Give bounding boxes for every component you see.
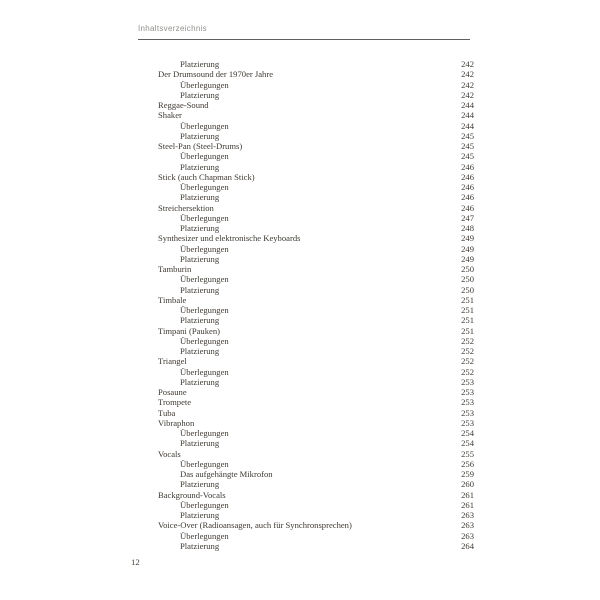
toc-entry	[138, 192, 474, 202]
header-rule	[138, 39, 470, 40]
toc-entry-page: 251	[461, 315, 474, 326]
toc-entry-label: Platzierung	[180, 510, 220, 520]
toc-list	[138, 59, 474, 551]
toc-entry	[138, 326, 474, 336]
toc-entry-label: Das aufgehängte Mikrofon	[180, 469, 273, 479]
toc-entry-page: 255	[461, 448, 474, 459]
toc-entry-label: Platzierung	[180, 315, 220, 326]
toc-entry-page: 261	[461, 489, 474, 500]
toc-entry-page: 245	[461, 130, 474, 141]
toc-entry-page: 259	[461, 469, 474, 479]
toc-entry-label: Überlegungen	[180, 366, 229, 377]
toc-entry-page: 246	[461, 192, 474, 203]
toc-entry-page: 248	[461, 223, 474, 233]
toc-entry	[138, 100, 474, 110]
toc-entry-page: 249	[461, 243, 474, 254]
toc-entry	[138, 264, 474, 274]
toc-entry-label: Vibraphon	[158, 417, 195, 428]
toc-entry	[138, 397, 474, 407]
toc-entry	[138, 90, 474, 100]
toc-entry	[138, 223, 474, 233]
toc-entry-page: 263	[461, 530, 474, 541]
toc-entry-label: Platzierung	[180, 130, 220, 141]
toc-entry-page: 245	[461, 141, 474, 151]
toc-entry-page: 246	[461, 171, 474, 182]
toc-entry-page: 242	[461, 59, 474, 69]
toc-entry-label: Platzierung	[180, 479, 220, 490]
toc-entry	[138, 254, 474, 264]
toc-entry-page: 246	[461, 182, 474, 192]
toc-entry	[138, 356, 474, 366]
toc-entry-page: 245	[461, 151, 474, 162]
toc-entry	[138, 285, 474, 295]
toc-entry-page: 244	[461, 110, 474, 121]
toc-entry	[138, 377, 474, 387]
toc-entry-label: Shaker	[158, 110, 182, 121]
running-head: Inhaltsverzeichnis	[138, 24, 207, 33]
toc-entry-page: 254	[461, 438, 474, 449]
toc-entry	[138, 203, 474, 213]
toc-entry	[138, 541, 474, 551]
toc-entry-label: Überlegungen	[180, 530, 229, 541]
toc-entry	[138, 387, 474, 397]
toc-entry-label: Platzierung	[180, 223, 220, 233]
toc-entry-page: 250	[461, 284, 474, 295]
toc-entry-page: 261	[461, 499, 474, 510]
toc-entry	[138, 500, 474, 510]
toc-entry-page: 253	[461, 407, 474, 418]
toc-entry-label: Tuba	[158, 407, 176, 418]
toc-entry	[138, 274, 474, 284]
toc-entry-label: Überlegungen	[180, 182, 229, 192]
toc-entry-label: Überlegungen	[180, 243, 229, 254]
toc-entry-page: 244	[461, 120, 474, 131]
toc-entry-label: Überlegungen	[180, 274, 229, 285]
toc-entry-page: 246	[461, 202, 474, 213]
toc-entry-label: Timbale	[158, 294, 187, 305]
toc-entry-label: Überlegungen	[180, 458, 229, 469]
toc-entry	[138, 80, 474, 90]
toc-entry-label: Platzierung	[180, 89, 220, 100]
toc-entry-page: 249	[461, 253, 474, 264]
toc-entry-page: 251	[461, 325, 474, 336]
toc-entry-label: Überlegungen	[180, 305, 229, 315]
toc-entry-label: Platzierung	[180, 192, 220, 203]
toc-entry	[138, 295, 474, 305]
toc-entry-label: Stick (auch Chapman Stick)	[158, 171, 255, 182]
toc-entry	[138, 531, 474, 541]
toc-entry-page: 247	[461, 212, 474, 223]
toc-entry-label: Posaune	[158, 387, 187, 397]
toc-entry-page: 263	[461, 510, 474, 520]
toc-entry	[138, 151, 474, 161]
toc-entry	[138, 121, 474, 131]
toc-entry-label: Der Drumsound der 1970er Jahre	[158, 69, 274, 80]
toc-entry	[138, 305, 474, 315]
toc-entry	[138, 428, 474, 438]
toc-entry-label: Steel-Pan (Steel-Drums)	[158, 141, 243, 151]
toc-entry-page: 251	[461, 305, 474, 315]
toc-entry-label: Überlegungen	[180, 212, 229, 223]
toc-entry-label: Tamburin	[158, 264, 192, 274]
toc-entry	[138, 182, 474, 192]
toc-entry-page: 252	[461, 335, 474, 346]
toc-entry-label: Überlegungen	[180, 151, 229, 162]
toc-entry-page: 252	[461, 346, 474, 356]
toc-entry	[138, 459, 474, 469]
toc-entry-label: Überlegungen	[180, 428, 229, 438]
page-number: 12	[131, 557, 140, 567]
toc-entry	[138, 162, 474, 172]
toc-entry-page: 264	[461, 540, 474, 551]
toc-entry-page: 242	[461, 79, 474, 90]
toc-entry-label: Platzierung	[180, 346, 220, 356]
toc-entry-page: 253	[461, 417, 474, 428]
toc-entry	[138, 479, 474, 489]
toc-entry-label: Voice-Over (Radioansagen, auch für Synchronsprechen)	[158, 520, 352, 531]
toc-entry	[138, 449, 474, 459]
toc-entry-label: Platzierung	[180, 161, 220, 172]
toc-entry-page: 242	[461, 89, 474, 100]
toc-entry-label: Überlegungen	[180, 335, 229, 346]
toc-entry	[138, 510, 474, 520]
toc-entry	[138, 469, 474, 479]
toc-entry-page: 252	[461, 366, 474, 377]
toc-entry	[138, 520, 474, 530]
toc-entry-label: Überlegungen	[180, 120, 229, 131]
toc-entry-page: 249	[461, 233, 474, 244]
toc-entry-page: 260	[461, 479, 474, 490]
toc-entry-page: 256	[461, 458, 474, 469]
toc-entry-page: 244	[461, 100, 474, 110]
toc-entry-page: 263	[461, 520, 474, 531]
toc-entry	[138, 141, 474, 151]
toc-entry-label: Reggae-Sound	[158, 100, 209, 110]
toc-entry-page: 253	[461, 397, 474, 408]
toc-entry	[138, 233, 474, 243]
toc-entry	[138, 367, 474, 377]
toc-entry-label: Platzierung	[180, 284, 220, 295]
toc-entry-page: 250	[461, 264, 474, 274]
toc-entry-label: Platzierung	[180, 253, 220, 264]
toc-entry	[138, 59, 474, 69]
toc-entry-label: Timpani (Pauken)	[158, 325, 220, 336]
toc-entry	[138, 408, 474, 418]
toc-entry-label: Überlegungen	[180, 79, 229, 90]
toc-entry	[138, 315, 474, 325]
toc-entry	[138, 438, 474, 448]
toc-entry	[138, 213, 474, 223]
toc-entry-page: 246	[461, 161, 474, 172]
toc-entry	[138, 336, 474, 346]
toc-entry-page: 253	[461, 387, 474, 397]
toc-entry-label: Trompete	[158, 397, 192, 408]
toc-entry	[138, 418, 474, 428]
toc-entry-page: 253	[461, 376, 474, 387]
toc-entry	[138, 346, 474, 356]
toc-entry	[138, 131, 474, 141]
toc-entry-label: Synthesizer und elektronische Keyboards	[158, 233, 301, 244]
toc-entry-page: 251	[461, 294, 474, 305]
toc-entry	[138, 490, 474, 500]
toc-entry-label: Streichersektion	[158, 202, 214, 213]
toc-entry-label: Überlegungen	[180, 499, 229, 510]
toc-entry-label: Platzierung	[180, 59, 220, 69]
toc-entry-page: 242	[461, 69, 474, 80]
toc-entry	[138, 110, 474, 120]
toc-entry-label: Platzierung	[180, 540, 220, 551]
toc-entry-label: Vocals	[158, 448, 181, 459]
toc-entry	[138, 244, 474, 254]
toc-entry-label: Triangel	[158, 356, 187, 367]
toc-entry-label: Platzierung	[180, 376, 220, 387]
toc-entry-page: 252	[461, 356, 474, 367]
toc-entry-label: Platzierung	[180, 438, 220, 449]
toc-entry-page: 250	[461, 274, 474, 285]
toc-entry-page: 254	[461, 428, 474, 438]
toc-entry-label: Background-Vocals	[158, 489, 226, 500]
toc-entry	[138, 69, 474, 79]
toc-entry	[138, 172, 474, 182]
